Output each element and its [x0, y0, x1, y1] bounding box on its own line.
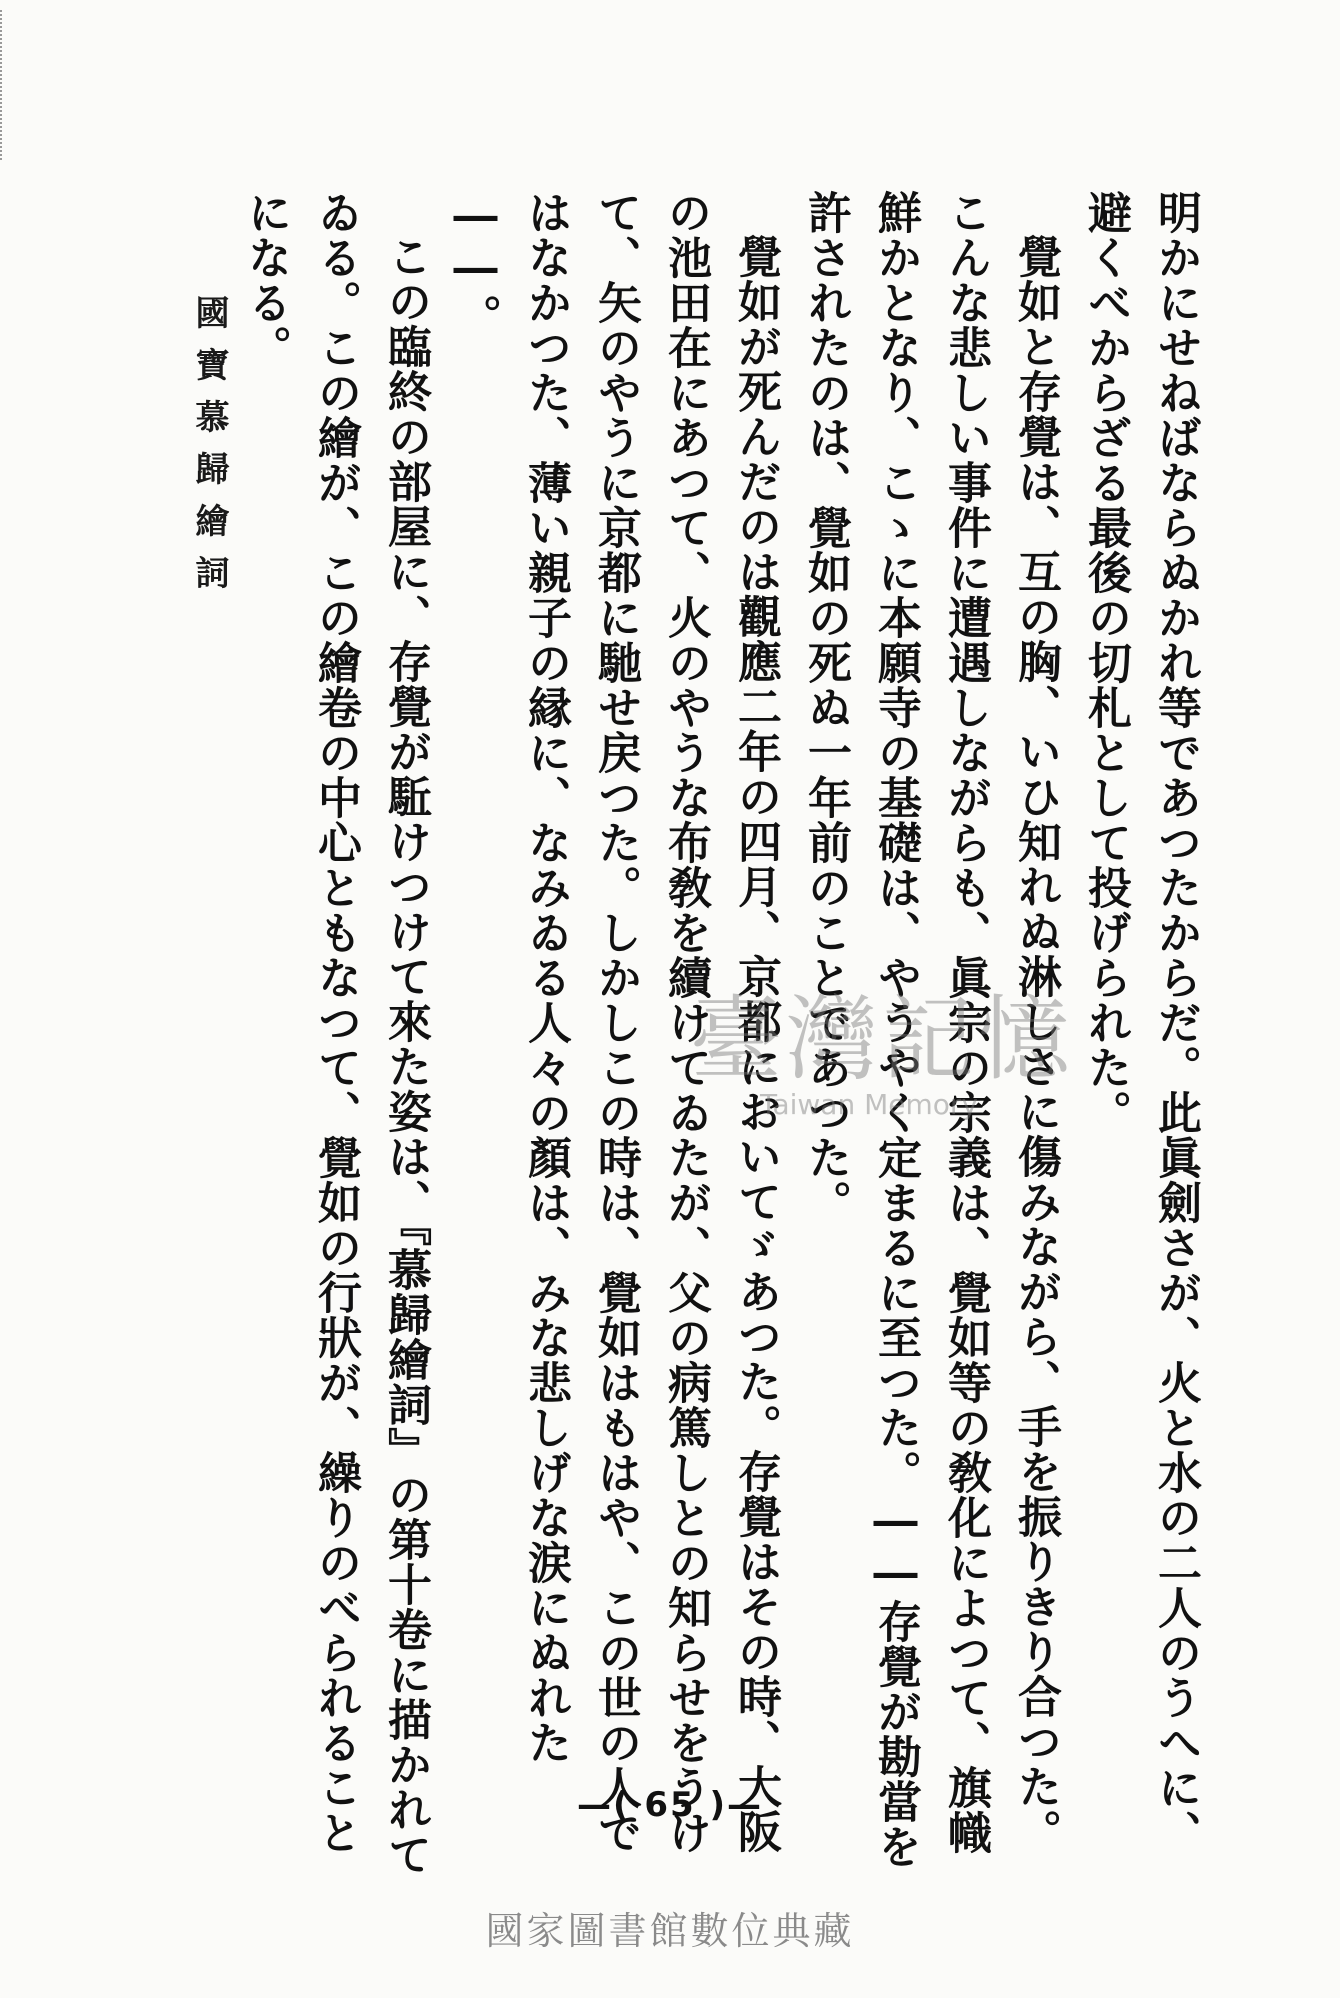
- watermark-chinese: 臺灣記憶: [690, 986, 1075, 1093]
- running-head: 國寶慕歸繪詞: [189, 295, 229, 607]
- watermark-english: Taiwan Memory: [760, 1088, 978, 1121]
- page-number: —( 65 )—: [576, 1785, 764, 1825]
- footer-credit: 國家圖書館數位典藏: [485, 1909, 855, 1953]
- scan-edge-marks: [0, 10, 10, 160]
- paragraph-2: 覺如と存覺は、互の胸、いひ知れぬ淋しさに傷みながら、手を振りきり合つた。こんな悲しい事件に遭遇しながらも、眞宗の宗義は、覺如等の敎化によつて、旗幟鮮かとなり、こゝに本願寺の基礎は、やうやく定まるに至つた。――存覺が勘當を許されたのは、覺如の死ぬ一年前のことであつた。: [800, 190, 1061, 1869]
- paragraph-3: 覺如が死んだのは觀應二年の四月、京都においてゞあつた。存覺はその時、大阪の池田在にあつて、火のやうな布敎を續けてゐたが、父の病篤しとの知らせをうけて、矢のやうに京都に馳せ戻つた。しかしこの時は、覺如はもはや、この世の人ではなかつた、薄い親子の縁に、なみゐる人々の顏は、みな悲しげな涙にぬれた――。: [450, 190, 781, 1855]
- paragraph-4: この臨終の部屋に、存覺が駈けつけて來た姿は、『慕歸繪詞』の第十卷に描かれてゐる。この繪が、この繪卷の中心ともなつて、覺如の行狀が、繰りのべられることになる。: [240, 190, 431, 1877]
- body-text: [230, 190, 1210, 1890]
- paragraph-1: 明かにせねばならぬかれ等であつたからだ。此眞劍さが、火と水の二人のうへに、避くべからざる最後の切札として投げられた。: [1080, 190, 1201, 1855]
